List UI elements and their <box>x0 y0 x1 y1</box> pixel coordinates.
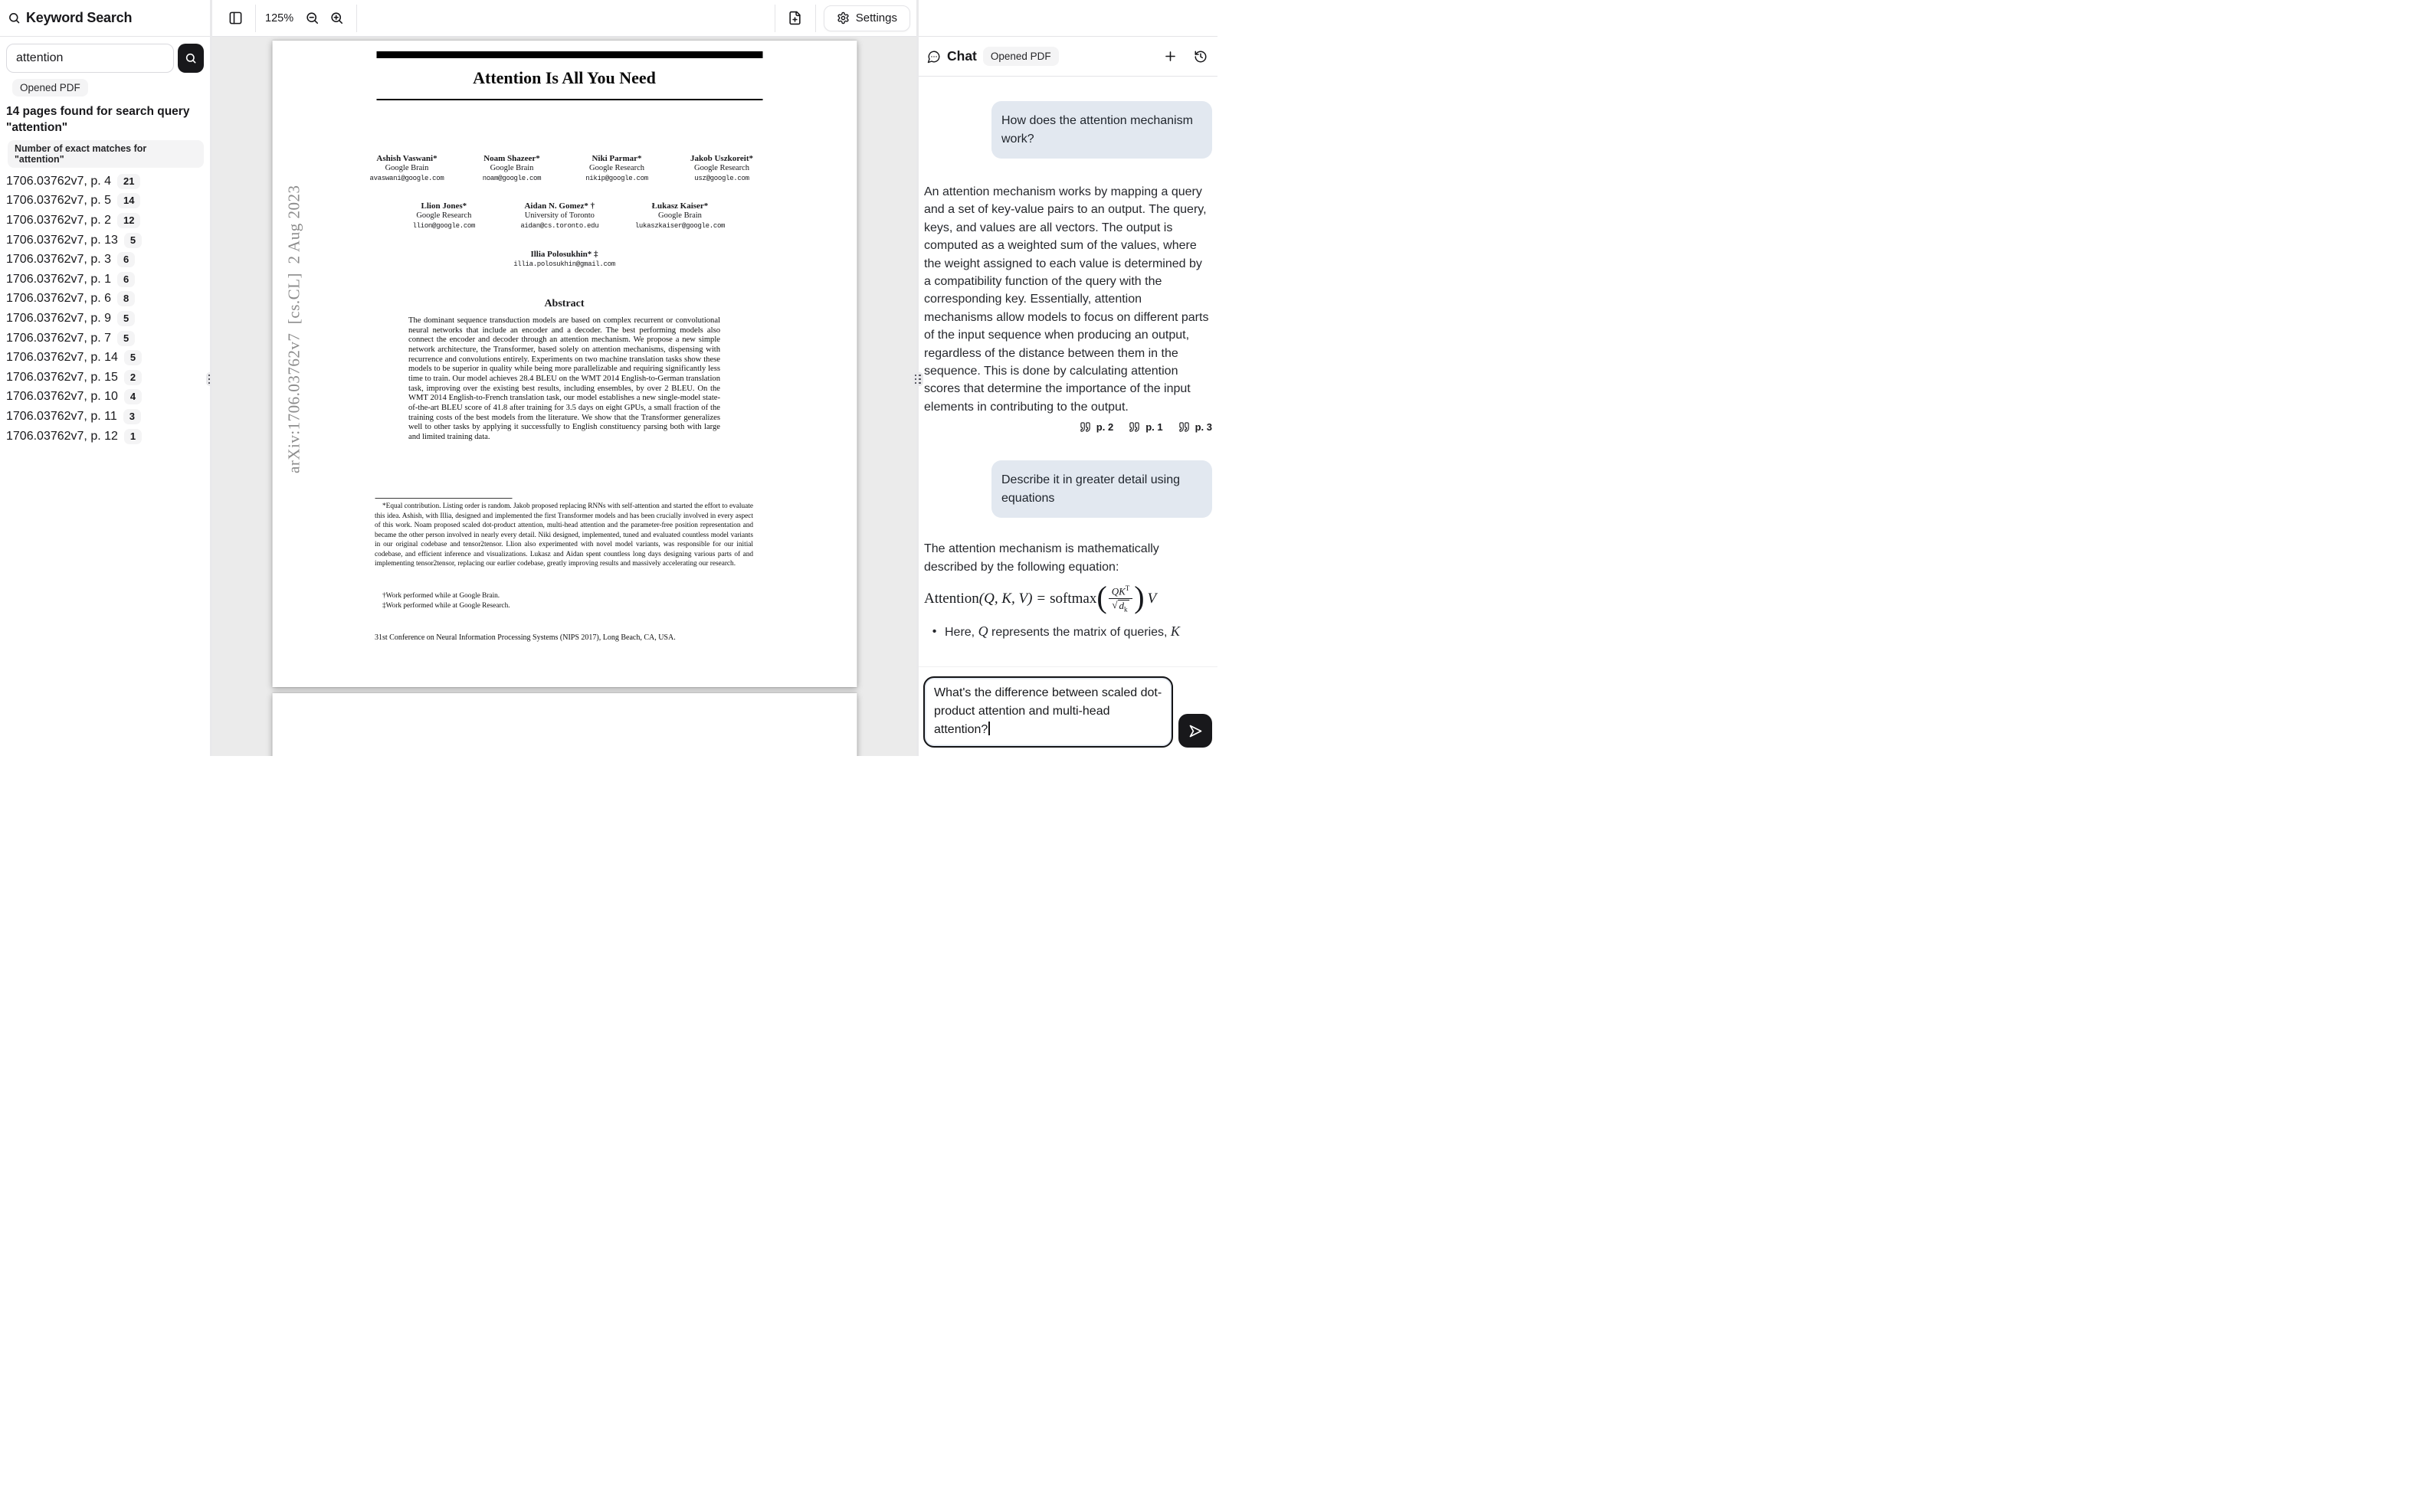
citation-link[interactable] <box>1129 421 1162 433</box>
assistant-message: The attention mechanism is mathematically described by the following equation: <box>924 542 1159 574</box>
search-result-label[interactable]: 1706.03762v7, p. 15 <box>6 370 118 384</box>
quote-icon <box>1178 421 1190 433</box>
match-count-badge: 8 <box>117 291 135 306</box>
scope-chip: Opened PDF <box>12 79 88 97</box>
eq-open-paren: ( <box>1096 580 1107 615</box>
authors-row-2 <box>272 201 857 231</box>
assistant-bullet-item <box>924 623 1212 642</box>
zoom-in-icon <box>329 11 344 25</box>
search-result-row[interactable] <box>6 427 204 447</box>
eq-fraction <box>1109 584 1133 614</box>
bullet-icon: • <box>932 625 937 639</box>
title-bottom-rule <box>376 99 762 100</box>
zoom-in-button[interactable] <box>324 6 349 31</box>
author-affiliation: Google Research <box>588 164 644 172</box>
eq-value-matrix: V <box>1147 591 1157 607</box>
panel-left-icon <box>228 11 243 25</box>
eq-close-paren: ) <box>1134 580 1145 615</box>
author-name: Jakob Uszkoreit* <box>690 154 753 163</box>
author-email: avaswani@google.com <box>369 174 444 182</box>
search-result-row[interactable] <box>6 348 204 368</box>
abstract-text: The dominant sequence transduction models are based on complex recurrent or convolutional neural networks that include an encoder and a decoder. The best performing models also connect the encoder and decoder through an attention mechanism. We propose a new simple network architecture, the Transformer, based solely on attention mechanisms, dispensing with recurrence and convolutions entirely. Experiments on two machine translation tasks show these models to be superior in quality while being more parallelizable and requiring significantly less time to train. Our model achieves 28.4 BLEU on the WMT 2014 English-to-German translation task, improving over the existing best results, including ensembles, by over 2 BLEU. On the WMT 2014 English-to-French translation task, our model establishes a new single-model state-of-the-art BLEU score of 41.8 after training for 3.5 days on eight GPUs, a small fraction of the training costs of the best models from the literature. We show that the Transformer generalizes well to other tasks by applying it successfully to English constituency parsing both with large and limited training data. <box>408 316 720 441</box>
conference-note: 31st Conference on Neural Information Processing Systems (NIPS 2017), Long Beach, CA, USA. <box>375 633 676 642</box>
plus-icon <box>1163 49 1178 64</box>
eq-arguments: (Q, K, V) <box>978 591 1033 607</box>
citation-link[interactable] <box>1080 421 1113 433</box>
footnote-equal-contribution: *Equal contribution. Listing order is random. Jakob proposed replacing RNNs with self-attention and started the effort to evaluate this idea. Ashish, with Illia, designed and implemented the first Transformer models and has been crucially involved in every aspect of this work. Noam proposed scaled dot-product attention, multi-head attention and the parameter-free position representation and became the other person involved in nearly every detail. Niki designed, implemented, tuned and evaluated countless model variants in our original codebase and tensor2tensor. Llion also experimented with novel model variants, was responsible for our initial codebase, and efficient inference and visualizations. Lukasz and Aidan spent countless long days designing various parts of and implementing tensor2tensor, replacing our earlier codebase, greatly improving results and massively accelerating our research. <box>375 502 753 568</box>
author-affiliation: Google Brain <box>490 164 534 172</box>
eq-numerator: QK <box>1111 585 1126 597</box>
assistant-message: An attention mechanism works by mapping a query and a set of key-value pairs to an output. The query, keys, and values are all vectors. The output is computed as a weighted sum of the values, where the weight assigned to each value is determined by a compatibility function of the query with the corresponding key. Essentially, attention mechanisms allow models to focus on different parts of the input sequence when producing an output, regardless of the distance between them in the sequence. This is done by calculating attention scores that determine the importance of the input elements in contributing to the output. <box>924 185 1209 414</box>
pdf-toolbar <box>212 0 916 37</box>
match-count-badge: 14 <box>117 193 140 208</box>
paper-title: Attention Is All You Need <box>473 68 656 87</box>
author-block <box>635 201 725 231</box>
pdf-page-2 <box>272 693 857 756</box>
keyword-search-input[interactable] <box>6 44 174 73</box>
chat-composer <box>919 666 1218 756</box>
authors-row-1 <box>272 154 857 184</box>
chat-resize-handle[interactable] <box>916 0 919 756</box>
match-count-badge: 6 <box>117 252 135 267</box>
matches-column-label: Number of exact matches for "attention" <box>8 140 204 168</box>
pdf-viewer-pane <box>212 0 916 756</box>
search-result-label[interactable]: 1706.03762v7, p. 6 <box>6 292 112 306</box>
match-count-badge: 5 <box>117 311 135 326</box>
search-result-label[interactable]: 1706.03762v7, p. 9 <box>6 311 112 325</box>
author-affiliation: Google Brain <box>385 164 429 172</box>
chat-header <box>919 37 1218 77</box>
user-message: How does the attention mechanism work? <box>991 101 1212 159</box>
quote-icon <box>1129 421 1140 433</box>
citation-link[interactable] <box>1178 421 1212 433</box>
author-name: Illia Polosukhin* ‡ <box>530 250 598 259</box>
search-result-row[interactable] <box>6 250 204 270</box>
app-window <box>0 0 1218 756</box>
chat-message-list[interactable] <box>919 77 1218 666</box>
send-icon <box>1188 723 1204 739</box>
search-result-label[interactable]: 1706.03762v7, p. 14 <box>6 351 118 365</box>
author-block <box>472 154 552 184</box>
panel-title: Keyword Search <box>26 10 133 25</box>
search-result-row[interactable] <box>6 309 204 329</box>
zoom-level-value: 125% <box>265 11 294 25</box>
settings-button[interactable] <box>824 5 910 31</box>
eq-denominator: d <box>1119 600 1125 612</box>
match-count-badge: 5 <box>124 350 142 365</box>
author-affiliation: Google Research <box>416 211 472 220</box>
search-result-row[interactable] <box>6 290 204 309</box>
match-count-badge: 5 <box>117 331 135 346</box>
chat-bubble-icon <box>927 50 941 64</box>
add-document-button[interactable] <box>783 6 808 31</box>
chat-input[interactable] <box>923 676 1173 748</box>
search-result-row[interactable] <box>6 407 204 427</box>
author-email: nikip@google.com <box>585 174 648 182</box>
author-name: Noam Shazeer* <box>483 154 540 163</box>
search-result-row[interactable] <box>6 172 204 191</box>
user-message: Describe it in greater detail using equations <box>991 460 1212 518</box>
chat-context-badge: Opened PDF <box>983 47 1059 66</box>
author-name: Niki Parmar* <box>592 154 642 163</box>
match-count-badge: 2 <box>124 370 142 385</box>
abstract-heading: Abstract <box>544 298 585 309</box>
authors-row-3 <box>272 250 857 270</box>
gear-icon <box>837 11 850 25</box>
sidebar-header <box>0 0 210 37</box>
author-name: Łukasz Kaiser* <box>651 201 709 211</box>
author-email: noam@google.com <box>482 174 542 182</box>
toolbar-separator <box>815 5 816 32</box>
toolbar-separator <box>255 5 256 32</box>
author-name: Aidan N. Gomez* † <box>524 201 595 211</box>
toggle-sidebar-button[interactable] <box>223 6 247 31</box>
author-affiliation: University of Toronto <box>524 211 595 220</box>
author-affiliation: Google Research <box>693 164 749 172</box>
search-result-label[interactable]: 1706.03762v7, p. 12 <box>6 429 118 443</box>
eq-function: Attention <box>924 591 979 607</box>
author-name: Ashish Vaswani* <box>376 154 438 163</box>
search-result-label[interactable]: 1706.03762v7, p. 2 <box>6 213 112 227</box>
zoom-out-icon <box>305 11 320 25</box>
match-count-badge: 1 <box>124 429 142 444</box>
chat-title: Chat <box>947 48 977 64</box>
grip-dots-icon <box>913 372 923 386</box>
pdf-page-1 <box>272 41 857 687</box>
author-name: Llion Jones* <box>421 201 467 211</box>
author-block <box>682 154 762 184</box>
search-result-row[interactable] <box>6 270 204 290</box>
zoom-out-button[interactable] <box>300 6 324 31</box>
chat-topbar <box>919 0 1218 37</box>
search-result-label[interactable]: 1706.03762v7, p. 3 <box>6 253 112 267</box>
author-block <box>519 201 600 231</box>
match-count-badge: 5 <box>124 233 142 248</box>
author-block <box>404 201 484 231</box>
title-top-rule <box>376 51 762 58</box>
search-result-label[interactable]: 1706.03762v7, p. 13 <box>6 233 118 247</box>
citation-page-label: p. 3 <box>1195 421 1212 434</box>
search-result-label[interactable]: 1706.03762v7, p. 1 <box>6 272 112 286</box>
citation-page-label: p. 1 <box>1145 421 1163 434</box>
search-result-row[interactable] <box>6 368 204 388</box>
footnote-double-dagger: ‡Work performed while at Google Research. <box>382 601 510 610</box>
search-result-row[interactable] <box>6 231 204 250</box>
author-email: usz@google.com <box>694 174 749 182</box>
author-email: illia.polosukhin@gmail.com <box>513 260 615 268</box>
eq-transpose: T <box>1125 584 1130 593</box>
search-result-label[interactable]: 1706.03762v7, p. 4 <box>6 174 112 188</box>
keyword-search-panel <box>0 0 210 756</box>
search-results-list <box>6 172 204 446</box>
search-submit-button[interactable] <box>178 44 204 73</box>
eq-radical: √ <box>1112 599 1118 611</box>
chat-input-value: What's the difference between scaled dot-product attention and multi-head attention? <box>934 686 1162 736</box>
send-button[interactable] <box>1178 714 1212 748</box>
pdf-scroll-area[interactable] <box>212 37 916 756</box>
footnote-affiliations <box>375 591 753 610</box>
author-email: lukaszkaiser@google.com <box>634 221 726 230</box>
search-result-row[interactable] <box>6 329 204 349</box>
search-result-row[interactable] <box>6 191 204 211</box>
eq-subscript: k <box>1124 605 1128 614</box>
settings-label: Settings <box>855 11 897 25</box>
quote-icon <box>1080 421 1091 433</box>
match-count-badge: 12 <box>117 213 140 228</box>
author-block <box>577 154 657 184</box>
author-block <box>367 154 447 184</box>
search-result-label[interactable]: 1706.03762v7, p. 11 <box>6 409 117 423</box>
search-result-label[interactable]: 1706.03762v7, p. 10 <box>6 390 118 404</box>
author-block <box>513 250 615 270</box>
footnote-dagger: †Work performed while at Google Brain. <box>382 592 500 600</box>
text-cursor <box>988 722 990 735</box>
citation-page-label: p. 2 <box>1096 421 1114 434</box>
file-plus-icon <box>788 11 802 25</box>
attention-equation <box>924 580 1212 615</box>
sidebar-body <box>0 37 210 756</box>
match-count-badge: 3 <box>123 409 141 424</box>
search-result-label[interactable]: 1706.03762v7, p. 7 <box>6 331 112 345</box>
eq-softmax: softmax <box>1050 591 1097 607</box>
search-result-row[interactable] <box>6 211 204 231</box>
match-count-badge: 21 <box>117 174 140 189</box>
match-count-badge: 4 <box>124 389 142 404</box>
footnote-rule <box>375 498 512 499</box>
match-count-badge: 6 <box>117 272 135 287</box>
chat-history-button[interactable] <box>1194 50 1208 64</box>
bullet-text: Here, Q represents the matrix of queries, K <box>945 623 1180 640</box>
search-icon <box>8 11 21 25</box>
new-chat-button[interactable] <box>1163 49 1178 64</box>
toolbar-separator <box>356 5 357 32</box>
author-email: llion@google.com <box>412 221 476 230</box>
search-result-summary: 14 pages found for search query "attention" <box>6 105 190 134</box>
author-affiliation: Google Brain <box>658 211 702 220</box>
search-icon <box>185 52 197 64</box>
arxiv-watermark: arXiv:1706.03762v7 [cs.CL] 2 Aug 2023 <box>284 185 303 473</box>
search-result-label[interactable]: 1706.03762v7, p. 5 <box>6 194 112 208</box>
eq-equals: = <box>1037 591 1046 607</box>
author-email: aidan@cs.toronto.edu <box>520 221 599 230</box>
chat-panel <box>919 0 1218 756</box>
history-icon <box>1194 50 1208 64</box>
search-result-row[interactable] <box>6 388 204 407</box>
citation-row <box>924 421 1212 433</box>
